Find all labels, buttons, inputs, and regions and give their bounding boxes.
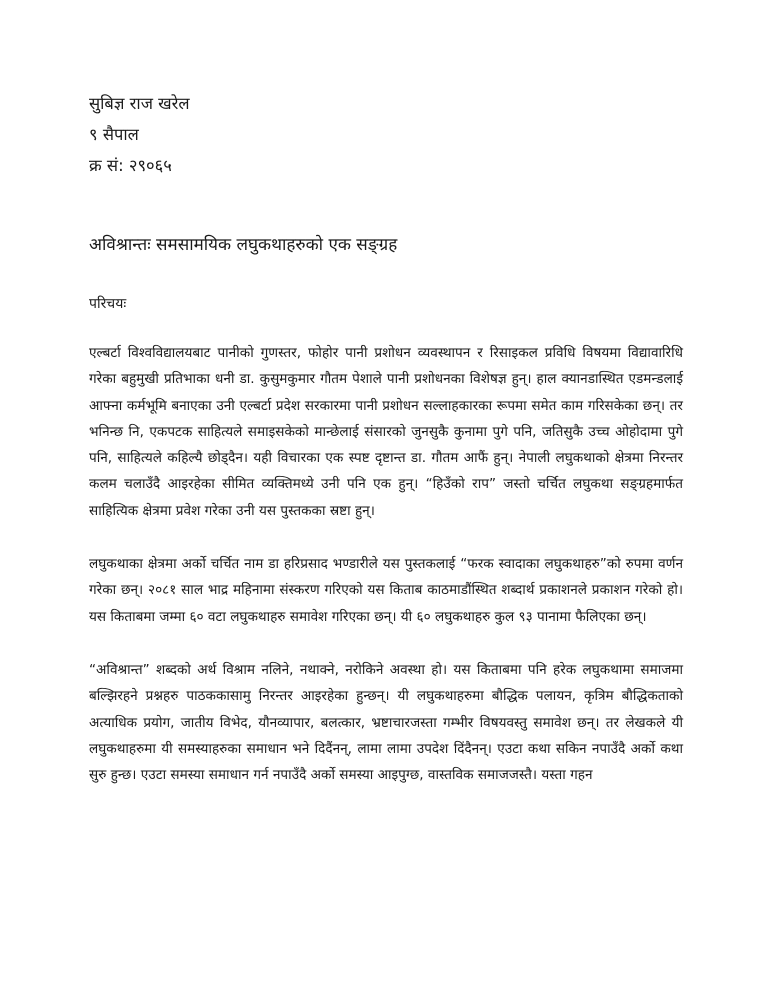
paragraph-3: “अविश्रान्त” शब्दको अर्थ विश्राम नलिने, नथाक्ने, नरोकिने अवस्था हो। यस किताबमा पनि हरेक लघुकथामा समाजमा बल्झिरहने प्रश्नहरु पाठककासामु निरन्तर आइरहेका हुन्छन्। यी लघुकथाहरुमा बौद्धिक पलायन, कृत्रिम बौद्धिकताको अत्याधिक प्रयोग, जातीय विभेद, यौनव्यापार, बलत्कार, भ्रष्टाचारजस्ता गम्भीर विषयवस्तु समावेश छन्। तर लेखकले यी लघुकथाहरुमा यी समस्याहरुका समाधान भने दिदैंनन्, लामा लामा उपदेश दिंदैनन्। एउटा कथा सकिन नपाउँदै अर्को कथा सुरु हुन्छ। एउटा समस्या समाधान गर्न नपाउँदै अर्को समस्या आइपुग्छ, वास्तविक समाजजस्तै। यस्ता गहन (89, 661, 683, 784)
document-title: अविश्रान्तः समसामयिक लघुकथाहरुको एक सङ्ग्रह (89, 235, 398, 255)
paragraph-2: लघुकथाका क्षेत्रमा अर्को चर्चित नाम डा हरिप्रसाद भण्डारीले यस पुस्तकलाई “फरक स्वादाका लघुकथाहरु”को रुपमा वर्णन गरेका छन्। २०८१ साल भाद्र महिनामा संस्करण गरिएको यस किताब काठमाडौंस्थित शब्दार्थ प्रकाशनले प्रकाशन गरेको हो। यस किताबमा जम्मा ६० वटा लघुकथाहरु समावेश गरिएका छन्। यी ६० लघुकथाहरु कुल ९३ पानामा फैलिएका छन्। (89, 556, 683, 625)
document-page (89, 88, 683, 788)
author-name: सुबिज्ञ राज खरेल (89, 94, 190, 113)
introduction-heading: परिचयः (89, 296, 127, 312)
author-section: ९ सैपाल (89, 125, 139, 144)
paragraph-1: एल्बर्टा विश्वविद्यालयबाट पानीको गुणस्तर, फोहोर पानी प्रशोधन व्यवस्थापन र रिसाइकल प्रविधि विषयमा विद्यावारिधि गरेका बहुमुखी प्रतिभाका धनी डा. कुसुमकुमार गौतम पेशाले पानी प्रशोधनका विशेषज्ञ हुन्। हाल क्यानडास्थित एडमन्डलाई आफ्ना कर्मभूमि बनाएका उनी एल्बर्टा प्रदेश सरकारमा पानी प्रशोधन सल्लाहकारका रूपमा समेत काम गरिसकेका छन्। तर भनिन्छ नि, एकपटक साहित्यले समाइसकेको मान्छेलाई संसारको जुनसुकै कुनामा पुगे पनि, जतिसुकै उच्च ओहोदामा पुगे पनि, साहित्यले कहिल्यै छोड्दैन। यही विचारका एक स्पष्ट दृष्टान्त डा. गौतम आफैं हुन्। नेपाली लघुकथाको क्षेत्रमा निरन्तर कलम चलाउँदै आइरहेका सीमित व्यक्तिमध्ये उनी पनि एक हुन्। “हिउँको राप” जस्तो चर्चित लघुकथा सङ्ग्रहमार्फत साहित्यिक क्षेत्रमा प्रवेश गरेका उनी यस पुस्तकका स्रष्टा हुन्। (89, 345, 683, 519)
author-roll-number: क्र सं: २९०६५ (89, 156, 172, 175)
author-block (89, 88, 683, 181)
